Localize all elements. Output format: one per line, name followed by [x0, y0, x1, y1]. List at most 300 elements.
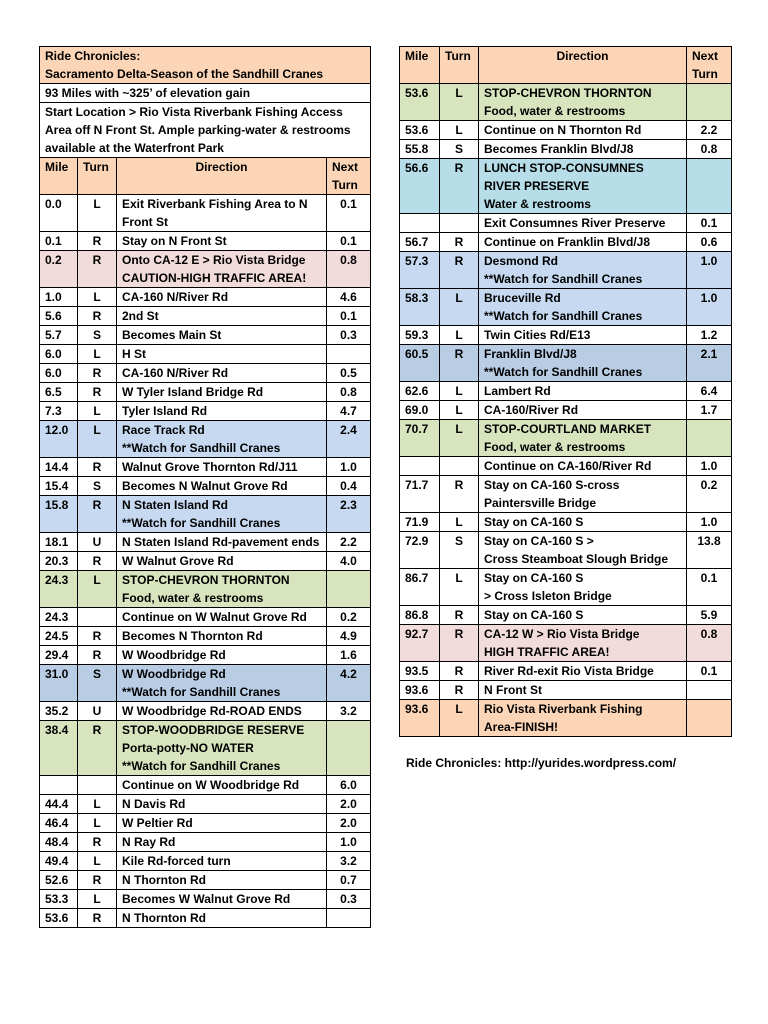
turn-cell: L: [78, 852, 117, 871]
direction-cell: [117, 890, 327, 909]
turn-cell: L: [440, 382, 479, 401]
next-turn-cell: 2.1: [687, 345, 732, 382]
mile-cell: 6.0: [40, 364, 78, 383]
cue-row: [40, 533, 371, 552]
turn-cell: L: [78, 195, 117, 232]
next-turn-cell: 5.9: [687, 606, 732, 625]
next-turn-cell: [327, 345, 371, 364]
direction-line: Water & restrooms: [484, 197, 591, 211]
direction-line: H St: [122, 347, 146, 361]
direction-line: Exit Consumnes River Preserve: [484, 216, 666, 230]
direction-cell: [479, 569, 687, 606]
next-turn-cell: [687, 84, 732, 121]
direction-cell: [117, 852, 327, 871]
mile-cell: 58.3: [400, 289, 440, 326]
ride-title: [40, 47, 371, 84]
turn-cell: R: [78, 458, 117, 477]
mile-cell: 44.4: [40, 795, 78, 814]
mile-cell: 31.0: [40, 665, 78, 702]
direction-line: Becomes N Thornton Rd: [122, 629, 263, 643]
direction-line: Cross Steamboat Slough Bridge: [484, 552, 669, 566]
turn-cell: R: [78, 251, 117, 288]
mile-cell: 93.6: [400, 681, 440, 700]
direction-line: Exit Riverbank Fishing Area to N Front St: [122, 197, 308, 229]
turn-cell: L: [440, 121, 479, 140]
cue-row: [40, 307, 371, 326]
direction-line: Porta-potty-NO WATER: [122, 741, 254, 755]
turn-cell: R: [78, 833, 117, 852]
cue-row: [40, 909, 371, 928]
direction-cell: [117, 383, 327, 402]
cue-row: [400, 345, 732, 382]
direction-cell: [117, 195, 327, 232]
column-header-next-turn: Next Turn: [327, 158, 371, 195]
direction-cell: [117, 909, 327, 928]
turn-cell: R: [78, 646, 117, 665]
mile-cell: 46.4: [40, 814, 78, 833]
cue-row: [40, 871, 371, 890]
direction-cell: [479, 345, 687, 382]
mile-cell: 18.1: [40, 533, 78, 552]
turn-cell: [440, 457, 479, 476]
cue-row: [40, 702, 371, 721]
next-turn-cell: 0.1: [687, 662, 732, 681]
ride-title-line-2: Sacramento Delta-Season of the Sandhill Cranes: [45, 67, 324, 81]
mile-cell: 56.7: [400, 233, 440, 252]
turn-cell: S: [440, 140, 479, 159]
direction-line: N Staten Island Rd: [122, 498, 229, 512]
cue-row: [40, 571, 371, 608]
cue-row: [400, 159, 732, 214]
direction-line: Continue on N Thornton Rd: [484, 123, 642, 137]
direction-cell: [117, 795, 327, 814]
direction-line: Lambert Rd: [484, 384, 551, 398]
cue-row: [40, 608, 371, 627]
column-header-mile: Mile: [400, 47, 440, 84]
direction-cell: [479, 401, 687, 420]
mile-cell: 0.1: [40, 232, 78, 251]
footer-link-text: Ride Chronicles: http://yurides.wordpress.com/: [406, 756, 677, 770]
left-cue-sheet-table: [39, 46, 371, 928]
turn-cell: L: [78, 571, 117, 608]
title-row: [40, 47, 371, 84]
direction-line: W Woodbridge Rd: [122, 667, 226, 681]
turn-cell: L: [440, 569, 479, 606]
mile-cell: 57.3: [400, 252, 440, 289]
next-turn-cell: 6.0: [327, 776, 371, 795]
cue-row: [40, 833, 371, 852]
next-turn-cell: 1.0: [687, 457, 732, 476]
mile-cell: 59.3: [400, 326, 440, 345]
direction-cell: [117, 571, 327, 608]
cue-row: [40, 458, 371, 477]
direction-cell: [479, 382, 687, 401]
mile-cell: 48.4: [40, 833, 78, 852]
column-header-mile: Mile: [40, 158, 78, 195]
cue-row: [400, 606, 732, 625]
direction-line: N Thornton Rd: [122, 911, 206, 925]
next-turn-cell: [687, 700, 732, 737]
direction-cell: [117, 533, 327, 552]
start-location-info: Start Location > Rio Vista Riverbank Fishing Access Area off N Front St. Ample parking-water & restrooms available at the Waterfront Park: [40, 103, 371, 158]
direction-line: W Tyler Island Bridge Rd: [122, 385, 264, 399]
turn-cell: R: [78, 307, 117, 326]
cue-row: [400, 625, 732, 662]
direction-line: Paintersville Bridge: [484, 496, 597, 510]
mile-cell: 24.3: [40, 608, 78, 627]
mile-cell: 53.6: [400, 84, 440, 121]
cue-row: [40, 852, 371, 871]
mile-cell: 0.2: [40, 251, 78, 288]
cue-row: [40, 232, 371, 251]
turn-cell: S: [78, 477, 117, 496]
direction-cell: [117, 288, 327, 307]
next-turn-cell: 0.1: [327, 195, 371, 232]
turn-cell: U: [78, 702, 117, 721]
direction-line: STOP-CHEVRON THORNTON: [122, 573, 290, 587]
direction-cell: [117, 307, 327, 326]
next-turn-cell: 1.0: [687, 252, 732, 289]
direction-line: Continue on Franklin Blvd/J8: [484, 235, 651, 249]
turn-cell: S: [78, 326, 117, 345]
turn-cell: L: [78, 421, 117, 458]
next-turn-cell: 4.9: [327, 627, 371, 646]
turn-cell: R: [440, 252, 479, 289]
next-turn-cell: 1.0: [687, 513, 732, 532]
cue-row: [400, 233, 732, 252]
direction-cell: [117, 702, 327, 721]
cue-row: [400, 569, 732, 606]
direction-cell: [117, 364, 327, 383]
next-turn-cell: 1.2: [687, 326, 732, 345]
direction-cell: [117, 421, 327, 458]
next-turn-cell: 2.3: [327, 496, 371, 533]
direction-line: Becomes N Walnut Grove Rd: [122, 479, 288, 493]
turn-cell: R: [440, 625, 479, 662]
cue-row: [40, 776, 371, 795]
direction-line: Stay on CA-160 S: [484, 515, 584, 529]
turn-cell: R: [440, 681, 479, 700]
direction-cell: [479, 121, 687, 140]
right-cue-sheet-table: [399, 46, 732, 737]
mile-cell: 5.6: [40, 307, 78, 326]
cue-row: [400, 84, 732, 121]
distance-info: 93 Miles with ~325’ of elevation gain: [40, 84, 371, 103]
cue-row: [400, 532, 732, 569]
direction-cell: [117, 402, 327, 421]
turn-cell: S: [440, 532, 479, 569]
cue-row: [400, 252, 732, 289]
cue-row: [40, 477, 371, 496]
cue-row: [40, 345, 371, 364]
direction-line: W Woodbridge Rd-ROAD ENDS: [122, 704, 302, 718]
column-header-direction: Direction: [117, 158, 327, 195]
direction-line: Becomes W Walnut Grove Rd: [122, 892, 291, 906]
next-turn-cell: 0.8: [687, 625, 732, 662]
next-turn-cell: 0.1: [687, 214, 732, 233]
direction-cell: [117, 833, 327, 852]
direction-line: Desmond Rd: [484, 254, 559, 268]
direction-cell: [479, 681, 687, 700]
next-turn-cell: 1.0: [327, 458, 371, 477]
mile-cell: 53.6: [40, 909, 78, 928]
mile-cell: 56.6: [400, 159, 440, 214]
next-turn-cell: 2.0: [327, 795, 371, 814]
direction-line: STOP-CHEVRON THORNTON: [484, 86, 652, 100]
direction-cell: [479, 513, 687, 532]
mile-cell: 53.6: [400, 121, 440, 140]
direction-cell: [117, 496, 327, 533]
next-turn-cell: 3.2: [327, 852, 371, 871]
direction-line: **Watch for Sandhill Cranes: [484, 309, 643, 323]
next-turn-cell: 0.6: [687, 233, 732, 252]
direction-line: > Cross Isleton Bridge: [484, 589, 612, 603]
turn-cell: R: [78, 871, 117, 890]
mile-cell: 12.0: [40, 421, 78, 458]
direction-cell: [117, 326, 327, 345]
mile-cell: 15.8: [40, 496, 78, 533]
direction-cell: [117, 627, 327, 646]
direction-cell: [479, 420, 687, 457]
direction-line: **Watch for Sandhill Cranes: [122, 759, 281, 773]
turn-cell: L: [78, 402, 117, 421]
cue-row: [40, 721, 371, 776]
direction-cell: [117, 646, 327, 665]
mile-cell: 1.0: [40, 288, 78, 307]
next-turn-cell: 1.6: [327, 646, 371, 665]
next-turn-cell: 2.0: [327, 814, 371, 833]
mile-cell: 93.6: [400, 700, 440, 737]
direction-line: Race Track Rd: [122, 423, 205, 437]
direction-cell: [479, 140, 687, 159]
mile-cell: 29.4: [40, 646, 78, 665]
direction-line: Stay on CA-160 S: [484, 608, 584, 622]
direction-line: Kile Rd-forced turn: [122, 854, 231, 868]
cue-row: [40, 795, 371, 814]
turn-cell: L: [440, 401, 479, 420]
direction-cell: [117, 458, 327, 477]
next-turn-cell: 1.0: [687, 289, 732, 326]
cue-row: [40, 364, 371, 383]
next-turn-cell: 0.5: [327, 364, 371, 383]
mile-cell: 71.9: [400, 513, 440, 532]
mile-cell: [400, 457, 440, 476]
direction-line: N Staten Island Rd-pavement ends: [122, 535, 320, 549]
direction-cell: [117, 608, 327, 627]
next-turn-cell: [687, 681, 732, 700]
direction-line: Continue on W Walnut Grove Rd: [122, 610, 307, 624]
mile-cell: 93.5: [400, 662, 440, 681]
turn-cell: S: [78, 665, 117, 702]
mile-cell: 71.7: [400, 476, 440, 513]
next-turn-cell: 0.2: [327, 608, 371, 627]
next-turn-cell: 0.8: [327, 383, 371, 402]
next-turn-cell: [327, 721, 371, 776]
right-column-header-row: [400, 47, 732, 84]
cue-row: [400, 476, 732, 513]
direction-cell: [117, 251, 327, 288]
mile-cell: 86.8: [400, 606, 440, 625]
turn-cell: [440, 214, 479, 233]
direction-cell: [479, 662, 687, 681]
turn-cell: L: [440, 700, 479, 737]
cue-row: [40, 665, 371, 702]
turn-cell: R: [78, 721, 117, 776]
direction-cell: [479, 606, 687, 625]
turn-cell: L: [440, 420, 479, 457]
next-turn-cell: 2.4: [327, 421, 371, 458]
mile-cell: 38.4: [40, 721, 78, 776]
cue-row: [40, 496, 371, 533]
direction-line: CA-160 N/River Rd: [122, 290, 229, 304]
direction-line: LUNCH STOP-CONSUMNES: [484, 161, 644, 175]
direction-cell: [479, 476, 687, 513]
direction-cell: [479, 326, 687, 345]
mile-cell: 15.4: [40, 477, 78, 496]
turn-cell: R: [440, 606, 479, 625]
direction-line: CA-160/River Rd: [484, 403, 579, 417]
column-header-turn: Turn: [440, 47, 479, 84]
direction-line: Continue on CA-160/River Rd: [484, 459, 652, 473]
mile-cell: 52.6: [40, 871, 78, 890]
turn-cell: R: [440, 233, 479, 252]
direction-line: RIVER PRESERVE: [484, 179, 590, 193]
direction-line: Onto CA-12 E > Rio Vista Bridge: [122, 253, 306, 267]
turn-cell: L: [440, 84, 479, 121]
next-turn-cell: [327, 571, 371, 608]
start-location-row: [40, 103, 371, 158]
left-column-header-row: [40, 158, 371, 195]
direction-line: CA-160 N/River Rd: [122, 366, 229, 380]
cue-row: [40, 251, 371, 288]
mile-cell: 6.5: [40, 383, 78, 402]
turn-cell: L: [440, 289, 479, 326]
cue-row: [400, 289, 732, 326]
turn-cell: R: [78, 364, 117, 383]
direction-line: 2nd St: [122, 309, 159, 323]
cue-row: [400, 662, 732, 681]
mile-cell: 62.6: [400, 382, 440, 401]
next-turn-cell: 2.2: [687, 121, 732, 140]
direction-line: Franklin Blvd/J8: [484, 347, 577, 361]
cue-row: [400, 121, 732, 140]
turn-cell: R: [440, 159, 479, 214]
next-turn-cell: 0.1: [327, 307, 371, 326]
cue-row: [400, 457, 732, 476]
cue-row: [400, 382, 732, 401]
cue-row: [40, 646, 371, 665]
distance-row: [40, 84, 371, 103]
direction-line: Twin Cities Rd/E13: [484, 328, 591, 342]
direction-line: N Thornton Rd: [122, 873, 206, 887]
direction-line: CA-12 W > Rio Vista Bridge: [484, 627, 640, 641]
next-turn-cell: 4.0: [327, 552, 371, 571]
direction-line: Walnut Grove Thornton Rd/J11: [122, 460, 298, 474]
direction-line: **Watch for Sandhill Cranes: [122, 516, 281, 530]
direction-line: Stay on CA-160 S-cross: [484, 478, 620, 492]
mile-cell: 24.3: [40, 571, 78, 608]
direction-line: Tyler Island Rd: [122, 404, 208, 418]
turn-cell: L: [440, 513, 479, 532]
turn-cell: L: [78, 814, 117, 833]
direction-line: Becomes Franklin Blvd/J8: [484, 142, 634, 156]
turn-cell: L: [78, 345, 117, 364]
next-turn-cell: 6.4: [687, 382, 732, 401]
mile-cell: 53.3: [40, 890, 78, 909]
turn-cell: R: [78, 552, 117, 571]
cue-row: [400, 700, 732, 737]
next-turn-cell: [687, 420, 732, 457]
mile-cell: 14.4: [40, 458, 78, 477]
turn-cell: U: [78, 533, 117, 552]
mile-cell: 70.7: [400, 420, 440, 457]
direction-cell: [117, 665, 327, 702]
direction-cell: [479, 233, 687, 252]
direction-line: Stay on CA-160 S: [484, 571, 584, 585]
direction-cell: [117, 345, 327, 364]
cue-row: [400, 326, 732, 345]
direction-line: N Ray Rd: [122, 835, 176, 849]
next-turn-cell: 13.8: [687, 532, 732, 569]
ride-title-line-1: Ride Chronicles:: [45, 49, 141, 63]
direction-line: HIGH TRAFFIC AREA!: [484, 645, 610, 659]
cue-row: [40, 402, 371, 421]
next-turn-cell: 4.6: [327, 288, 371, 307]
turn-cell: R: [440, 662, 479, 681]
next-turn-cell: 3.2: [327, 702, 371, 721]
mile-cell: 5.7: [40, 326, 78, 345]
direction-line: **Watch for Sandhill Cranes: [122, 685, 281, 699]
next-turn-cell: 2.2: [327, 533, 371, 552]
turn-cell: L: [78, 890, 117, 909]
mile-cell: 20.3: [40, 552, 78, 571]
direction-line: STOP-COURTLAND MARKET: [484, 422, 652, 436]
cue-row: [40, 421, 371, 458]
mile-cell: 24.5: [40, 627, 78, 646]
cue-row: [40, 195, 371, 232]
direction-cell: [479, 700, 687, 737]
direction-cell: [117, 232, 327, 251]
direction-line: Rio Vista Riverbank Fishing: [484, 702, 643, 716]
next-turn-cell: 0.3: [327, 890, 371, 909]
direction-line: N Davis Rd: [122, 797, 186, 811]
direction-line: Stay on N Front St: [122, 234, 227, 248]
cue-row: [400, 420, 732, 457]
direction-cell: [117, 477, 327, 496]
direction-cell: [479, 457, 687, 476]
direction-cell: [479, 214, 687, 233]
turn-cell: R: [78, 496, 117, 533]
direction-line: **Watch for Sandhill Cranes: [122, 441, 281, 455]
mile-cell: 69.0: [400, 401, 440, 420]
next-turn-cell: 0.8: [687, 140, 732, 159]
mile-cell: [40, 776, 78, 795]
direction-line: **Watch for Sandhill Cranes: [484, 272, 643, 286]
next-turn-cell: 4.2: [327, 665, 371, 702]
direction-cell: [479, 532, 687, 569]
direction-line: Food, water & restrooms: [122, 591, 264, 605]
cue-row: [40, 552, 371, 571]
cue-row: [400, 513, 732, 532]
next-turn-cell: 0.3: [327, 326, 371, 345]
next-turn-cell: 0.8: [327, 251, 371, 288]
direction-cell: [117, 871, 327, 890]
cue-row: [400, 214, 732, 233]
direction-cell: [479, 289, 687, 326]
next-turn-cell: 0.7: [327, 871, 371, 890]
turn-cell: [78, 608, 117, 627]
mile-cell: [400, 214, 440, 233]
